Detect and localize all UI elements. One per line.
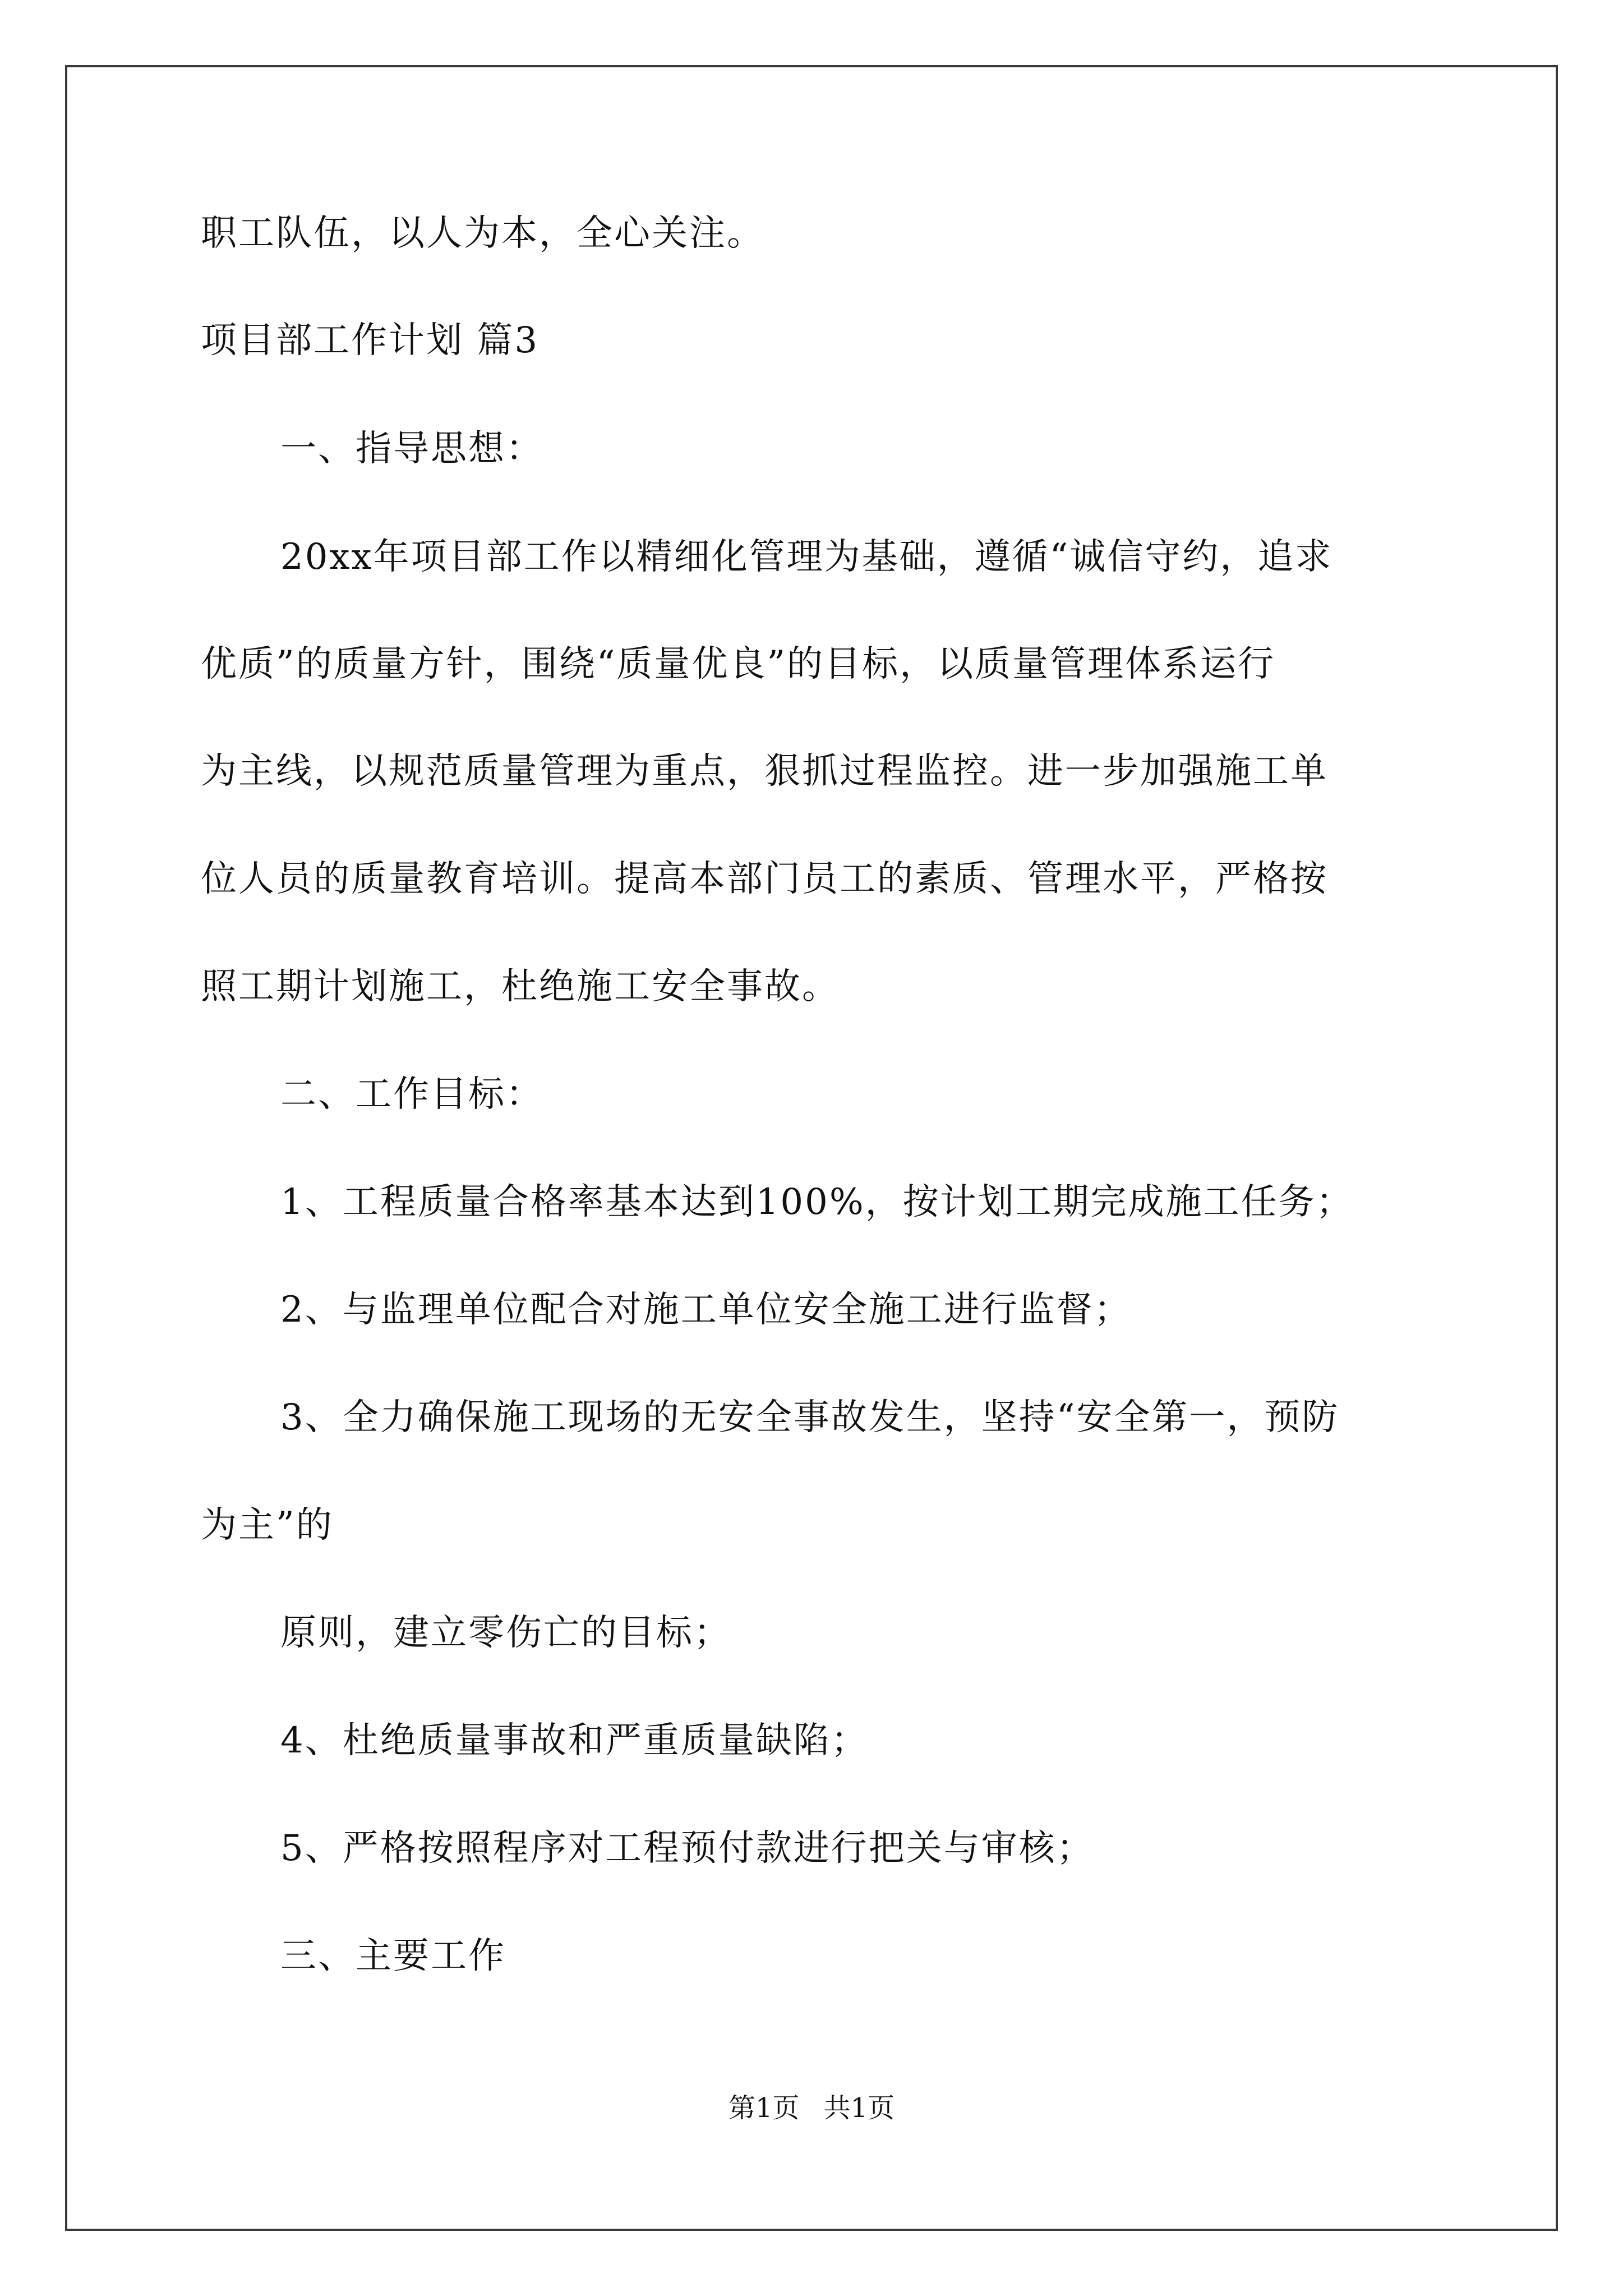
body-line-2: 20xx年项目部工作以精细化管理为基础，遵循“诚信守约，追求 (280, 536, 1333, 578)
heading-work-goals: 二、工作目标： (280, 1074, 543, 1115)
page-footer (0, 2091, 1623, 2125)
goal-item-5: 5、严格按照程序对工程预付款进行把关与审核； (280, 1828, 1094, 1869)
page-number-current: 第1页 (728, 2092, 800, 2124)
body-line-3: 优质”的质量方针，围绕“质量优良”的目标，以质量管理体系运行 (201, 643, 1276, 685)
goal-item-4: 4、杜绝质量事故和严重质量缺陷； (280, 1720, 869, 1761)
goal-item-1: 1、工程质量合格率基本达到100%，按计划工期完成施工任务； (280, 1181, 1354, 1223)
body-line-1: 职工队伍，以人为本，全心关注。 (201, 213, 764, 254)
body-line-5: 位人员的质量教育培训。提高本部门员工的素质、管理水平，严格按 (201, 858, 1328, 900)
section-title: 项目部工作计划 篇3 (201, 320, 540, 361)
body-line-6: 照工期计划施工，杜绝施工安全事故。 (201, 966, 840, 1007)
body-line-4: 为主线，以规范质量管理为重点，狠抓过程监控。进一步加强施工单 (201, 751, 1328, 792)
page-number-total: 共1页 (823, 2092, 895, 2124)
goal-item-3-continued: 为主”的 (201, 1504, 334, 1546)
heading-guiding-ideology: 一、指导思想： (280, 428, 543, 470)
goal-item-3: 3、全力确保施工现场的无安全事故发生，坚持“安全第一，预防 (280, 1397, 1340, 1438)
page-border (65, 65, 1558, 2231)
heading-main-work: 三、主要工作 (280, 1935, 506, 1977)
goal-item-3-principle: 原则，建立零伤亡的目标； (280, 1612, 731, 1654)
goal-item-2: 2、与监理单位配合对施工单位安全施工进行监督； (280, 1289, 1132, 1331)
